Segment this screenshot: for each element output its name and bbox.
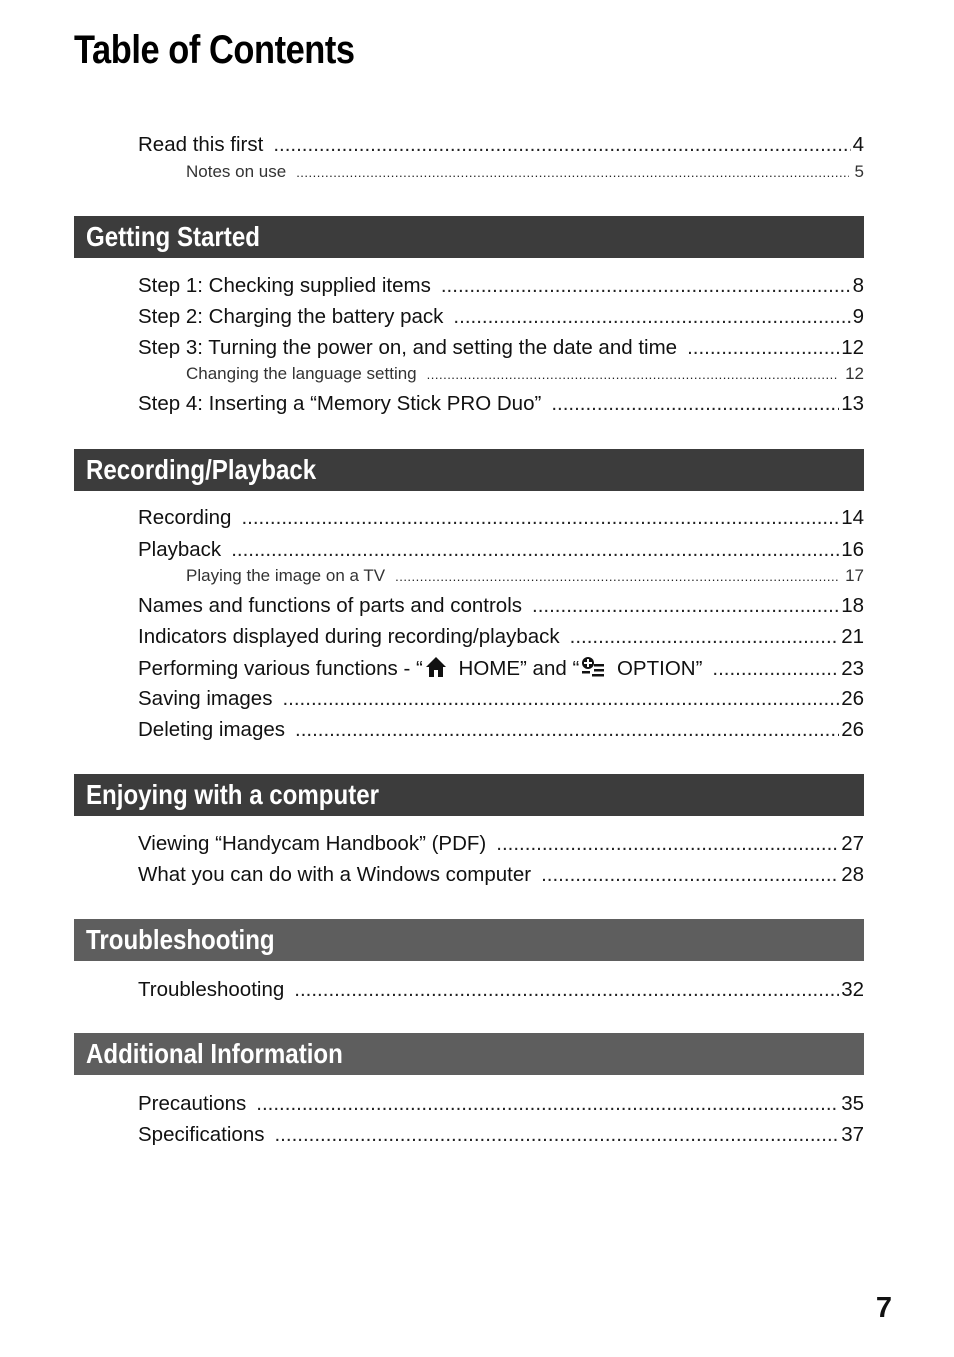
dot-leader — [570, 625, 840, 649]
section-heading-recording-playback: Recording/Playback — [74, 449, 864, 491]
page-title: Table of Contents — [74, 28, 355, 72]
dot-leader — [256, 1092, 839, 1116]
toc-subentry-notes-on-use[interactable] — [186, 162, 864, 183]
toc-entry-page: 13 — [841, 392, 864, 415]
toc-subentry-language-setting[interactable] — [186, 364, 864, 385]
toc-subentry-playing-on-tv[interactable] — [186, 566, 864, 587]
toc-entry-page: 5 — [854, 162, 864, 181]
dot-leader — [453, 305, 850, 329]
toc-entry-saving-images[interactable] — [138, 687, 864, 711]
dot-leader — [395, 567, 839, 587]
section-heading-additional-information: Additional Information — [74, 1033, 864, 1075]
toc-entry-label: Saving images — [138, 687, 273, 710]
home-icon — [425, 656, 447, 678]
toc-entry-page: 8 — [852, 274, 864, 297]
toc-entry-label: Read this first — [138, 133, 264, 156]
toc-entry-page: 26 — [841, 718, 864, 741]
toc-entry-label: Step 1: Checking supplied items — [138, 274, 431, 297]
toc-entry-page: 4 — [852, 133, 864, 156]
dot-leader — [541, 863, 839, 887]
section-heading-enjoying-computer: Enjoying with a computer — [74, 774, 864, 816]
dot-leader — [496, 832, 839, 856]
toc-entry-label: Recording — [138, 506, 232, 529]
toc-entry-step-2[interactable] — [138, 305, 864, 329]
toc-entry-label: Indicators displayed during recording/playback — [138, 625, 560, 648]
toc-entry-page: 16 — [841, 538, 864, 561]
toc-entry-page: 27 — [841, 832, 864, 855]
toc-entry-label: Step 3: Turning the power on, and setting the date and time — [138, 336, 678, 359]
option-icon — [581, 656, 605, 678]
toc-entry-deleting-images[interactable] — [138, 718, 864, 742]
toc-entry-page: 28 — [841, 863, 864, 886]
toc-entry-label: Deleting images — [138, 718, 285, 741]
toc-entry-playback[interactable] — [138, 538, 864, 562]
toc-entry-handycam-handbook[interactable] — [138, 832, 864, 856]
toc-entry-page: 32 — [841, 978, 864, 1001]
section-heading-getting-started: Getting Started — [74, 216, 864, 258]
toc-entry-step-3[interactable] — [138, 336, 864, 360]
toc-entry-label: Playback — [138, 538, 222, 561]
dot-leader — [551, 392, 839, 416]
toc-entry-step-1[interactable] — [138, 274, 864, 298]
toc-entry-page: 23 — [841, 657, 864, 680]
dot-leader — [532, 594, 839, 618]
toc-entry-label: Changing the language setting — [186, 364, 417, 383]
toc-entry-label: What you can do with a Windows computer — [138, 863, 532, 886]
toc-entry-label: Specifications — [138, 1123, 265, 1146]
toc-entry-read-this-first[interactable] — [138, 133, 864, 157]
toc-entry-label: Troubleshooting — [138, 978, 285, 1001]
dot-leader — [295, 718, 839, 742]
toc-entry-page: 12 — [841, 336, 864, 359]
dot-leader — [231, 538, 839, 562]
dot-leader — [282, 687, 839, 711]
toc-entry-label: Names and functions of parts and controls — [138, 594, 523, 617]
toc-entry-page: 21 — [841, 625, 864, 648]
dot-leader — [427, 365, 839, 385]
toc-entry-recording[interactable] — [138, 506, 864, 530]
toc-entry-names-functions[interactable] — [138, 594, 864, 618]
dot-leader — [687, 336, 839, 360]
dot-leader — [274, 1123, 839, 1147]
toc-entry-page: 37 — [841, 1123, 864, 1146]
toc-entry-label: Performing various functions - “ HOME” and “ OPTION” — [138, 657, 703, 680]
toc-entry-specifications[interactable] — [138, 1123, 864, 1147]
section-heading-troubleshooting: Troubleshooting — [74, 919, 864, 961]
page-number: 7 — [875, 1292, 892, 1324]
toc-entry-page: 18 — [841, 594, 864, 617]
toc-entry-label: Notes on use — [186, 162, 287, 181]
dot-leader — [441, 274, 851, 298]
toc-entry-label: Viewing “Handycam Handbook” (PDF) — [138, 832, 487, 855]
toc-entry-label: Playing the image on a TV — [186, 566, 386, 585]
toc-entry-label: Precautions — [138, 1092, 247, 1115]
dot-leader — [273, 133, 850, 157]
toc-entry-page: 35 — [841, 1092, 864, 1115]
dot-leader — [294, 978, 839, 1002]
toc-entry-precautions[interactable] — [138, 1092, 864, 1116]
dot-leader — [296, 163, 848, 183]
dot-leader — [241, 506, 839, 530]
toc-entry-windows-computer[interactable] — [138, 863, 864, 887]
toc-entry-page: 12 — [845, 364, 864, 383]
toc-entry-page: 14 — [841, 506, 864, 529]
toc-entry-page: 26 — [841, 687, 864, 710]
toc-entry-various-functions[interactable] — [138, 656, 864, 681]
toc-entry-label: Step 2: Charging the battery pack — [138, 305, 444, 328]
dot-leader — [712, 657, 839, 681]
toc-entry-label: Step 4: Inserting a “Memory Stick PRO Duo” — [138, 392, 542, 415]
toc-entry-troubleshooting[interactable] — [138, 978, 864, 1002]
toc-entry-page: 9 — [852, 305, 864, 328]
toc-entry-step-4[interactable] — [138, 392, 864, 416]
toc-entry-indicators[interactable] — [138, 625, 864, 649]
toc-entry-page: 17 — [845, 566, 864, 585]
